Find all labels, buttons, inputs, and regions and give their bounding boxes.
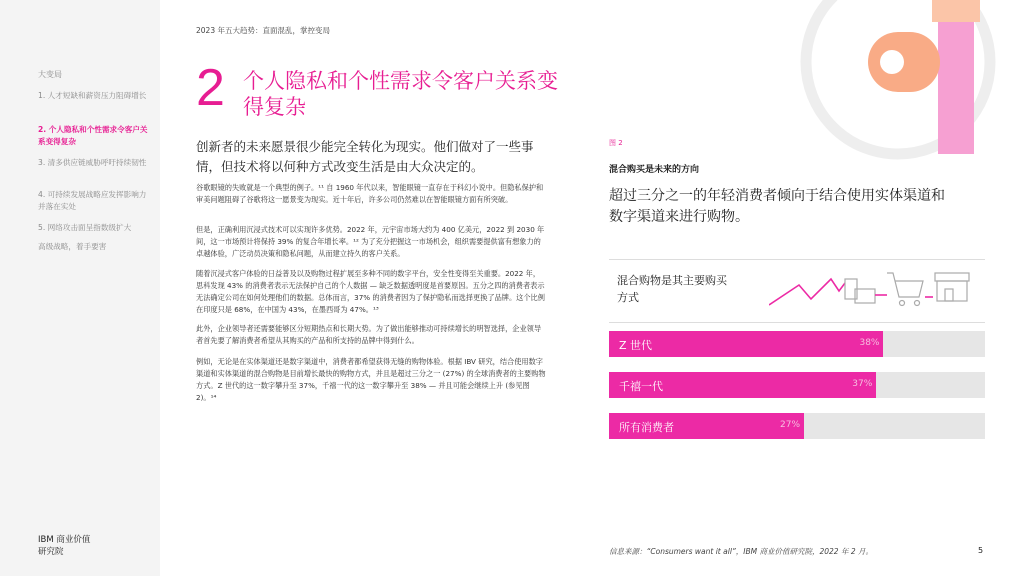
body-paragraph-4: 此外，企业领导者还需要能够区分短期热点和长期大势。为了做出能够推动可持续增长的明智选择，企业领导者首先要了解消费者希望从其购买的产品和所支持的品牌中得到什么。 (196, 324, 542, 345)
toc-item-1[interactable]: 1. 人才短缺和薪资压力阻碍增长 (38, 91, 147, 100)
bar-row-millennials (609, 372, 985, 398)
chapter-number: 2 (196, 59, 225, 117)
toc-item-4[interactable]: 4. 可持续发展战略应发挥影响力并落在实处 (38, 190, 147, 211)
ibm-ibv-logo (38, 534, 90, 558)
bar-value-all-consumers: 27% (780, 420, 801, 430)
device-icon (845, 279, 875, 303)
bar-value-gen-z: 38% (859, 338, 880, 348)
bar-row-gen-z (609, 331, 985, 357)
page-number: 5 (978, 546, 984, 555)
bar-value-millennials: 37% (852, 379, 873, 389)
deco-peach-bar (932, 0, 980, 22)
chart-box-label: 混合购物是其主要购买方式 (617, 274, 727, 304)
decorative-graphic (780, 0, 1024, 170)
body-paragraph-5: 例如，无论是在实体渠道还是数字渠道中，消费者都希望获得无缝的购物体验。根据 IBV 研究，结合使用数字渠道和实体渠道的混合购物是目前增长最快的购物方式，并且是超过三分之一 (27%) 的全球消费者的主要购物方式。Z 世代的这一数字攀升至 37%，千禧一代的这一数字攀升至 38% — 并且可能会继续上升 (参见图 2)。¹⁴ (196, 357, 546, 402)
logo-line-2: 研究院 (38, 547, 64, 557)
storefront-icon (935, 273, 969, 301)
bar-label-gen-z: Z 世代 (619, 339, 653, 352)
toc-item-3[interactable]: 3. 清多供应链威胁呼吁持续韧性 (38, 158, 147, 167)
body-paragraph-3: 随着沉浸式客户体验的日益普及以及购物过程扩展至多种不同的数字平台，安全性变得至关重要。2022 年，思科发现 43% 的消费者表示无法保护自己的个人数据 — 缺乏数据透明度是首要原因。五分之四的消费者表示无法确定公司在如何处理他们的数据。总体而言，37% 的消费者因为了保护隐私而选择更换了品牌。这个比例在印度只是 68%，在中国为 43%，在墨西哥为 47%。¹³ (196, 269, 545, 314)
toc-item-2-active[interactable]: 2. 个人隐私和个性需求令客户关系变得复杂 (38, 125, 148, 146)
figure-headline: 超过三分之一的年轻消费者倾向于结合使用实体渠道和数字渠道来进行购物。 (609, 188, 945, 225)
sidebar (0, 0, 160, 576)
toc-item-6[interactable]: 高级战略，着手要害 (38, 242, 107, 251)
chapter-title: 个人隐私和个性需求令客户关系变得复杂 (243, 69, 558, 119)
toc-title[interactable]: 大变局 (38, 70, 62, 79)
shopping-icons (769, 263, 979, 319)
connector-line-icon (769, 279, 845, 305)
shopping-cart-icon (887, 273, 923, 306)
body-paragraph-2: 但是，正确利用沉浸式技术可以实现许多优势。2022 年，元宇宙市场大约为 400 亿美元，2022 到 2030 年间，这一市场预计将保持 39% 的复合年增长率。¹² 为了充分把握这一市场机会，组织需要提供富有想象力的卓越体验，广泛动员决策和隐私问题，从而建立持久的客户关系。 (196, 225, 545, 258)
bar-label-millennials: 千禧一代 (619, 380, 663, 393)
body-paragraph-1: 谷歌眼镜的失败就是一个典型的例子。¹¹ 自 1960 年代以来，智能眼镜一直存在于科幻小说中。但隐私保护和审美问题阻碍了谷歌将这一愿景变为现实。近十年后，许多公司仍然难以在智能眼镜方面有所突破。 (196, 183, 544, 204)
figure-subtitle: 混合购买是未来的方向 (609, 165, 700, 175)
lead-paragraph: 创新者的未来愿景很少能完全转化为现实。他们做对了一些事情，但技术将以何种方式改变生活是由大众决定的。 (196, 139, 534, 174)
chart-header-box (609, 259, 985, 323)
figure-label: 图 2 (609, 139, 623, 147)
deco-white-dot (880, 50, 904, 74)
deco-pink-bar (938, 22, 974, 154)
logo-line-1: IBM 商业价值 (38, 535, 91, 545)
bar-label-all-consumers: 所有消费者 (619, 421, 674, 434)
running-header: 2023 年五大趋势：直面混乱，掌控变局 (196, 26, 330, 35)
bar-row-all-consumers (609, 413, 985, 439)
toc-item-5[interactable]: 5. 网络攻击面呈指数级扩大 (38, 223, 132, 232)
figure-source: 信息来源：“Consumers want it all”，IBM 商业价值研究院，2022 年 2 月。 (609, 547, 874, 556)
